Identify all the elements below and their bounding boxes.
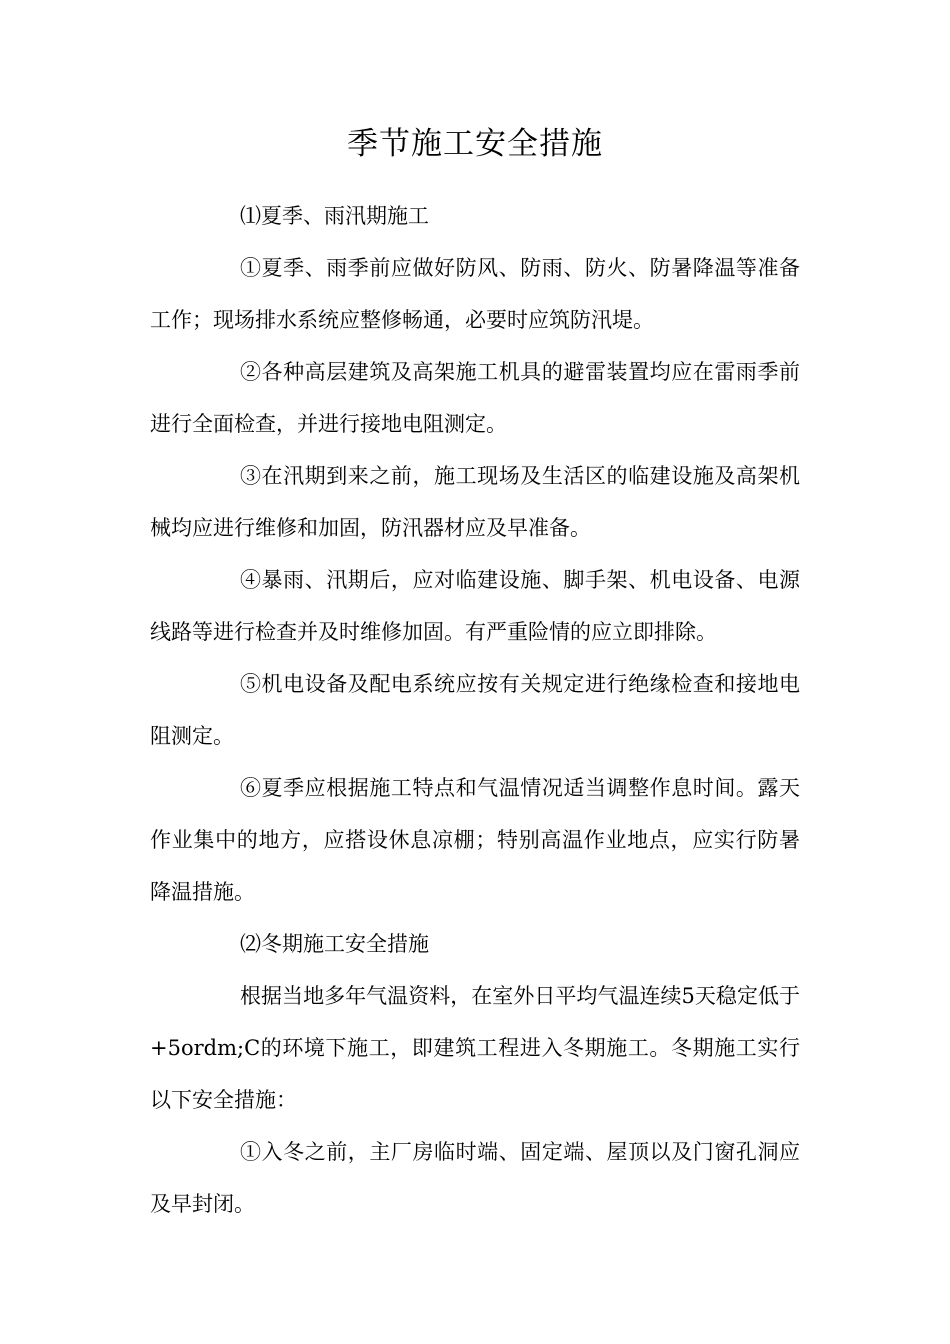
- paragraph-winter-1: ①入冬之前，主厂房临时端、固定端、屋顶以及门窗孔洞应及早封闭。: [150, 1140, 800, 1216]
- document-body: [150, 190, 800, 1230]
- section-heading-summer: ⑴夏季、雨汛期施工: [240, 204, 429, 228]
- paragraph-winter-intro: 根据当地多年气温资料，在室外日平均气温连续5天稳定低于+5ordm;C的环境下施工，即建筑工程进入冬期施工。冬期施工实行以下安全措施：: [150, 984, 800, 1112]
- section-heading-winter: ⑵冬期施工安全措施: [240, 932, 429, 956]
- document-title: 季节施工安全措施: [347, 126, 603, 162]
- paragraph-summer-2: ②各种高层建筑及高架施工机具的避雷装置均应在雷雨季前进行全面检查，并进行接地电阻测定。: [150, 360, 800, 436]
- paragraph-summer-5: ⑤机电设备及配电系统应按有关规定进行绝缘检查和接地电阻测定。: [150, 672, 800, 748]
- paragraph-summer-6: ⑥夏季应根据施工特点和气温情况适当调整作息时间。露天作业集中的地方，应搭设休息凉棚；特别高温作业地点，应实行防暑降温措施。: [150, 776, 800, 904]
- paragraph-summer-3: ③在汛期到来之前，施工现场及生活区的临建设施及高架机械均应进行维修和加固，防汛器材应及早准备。: [150, 464, 800, 540]
- paragraph-summer-1: ①夏季、雨季前应做好防风、防雨、防火、防暑降温等准备工作；现场排水系统应整修畅通，必要时应筑防汛堤。: [150, 256, 800, 332]
- paragraph-summer-4: ④暴雨、汛期后，应对临建设施、脚手架、机电设备、电源线路等进行检查并及时维修加固。有严重险情的应立即排除。: [150, 568, 800, 644]
